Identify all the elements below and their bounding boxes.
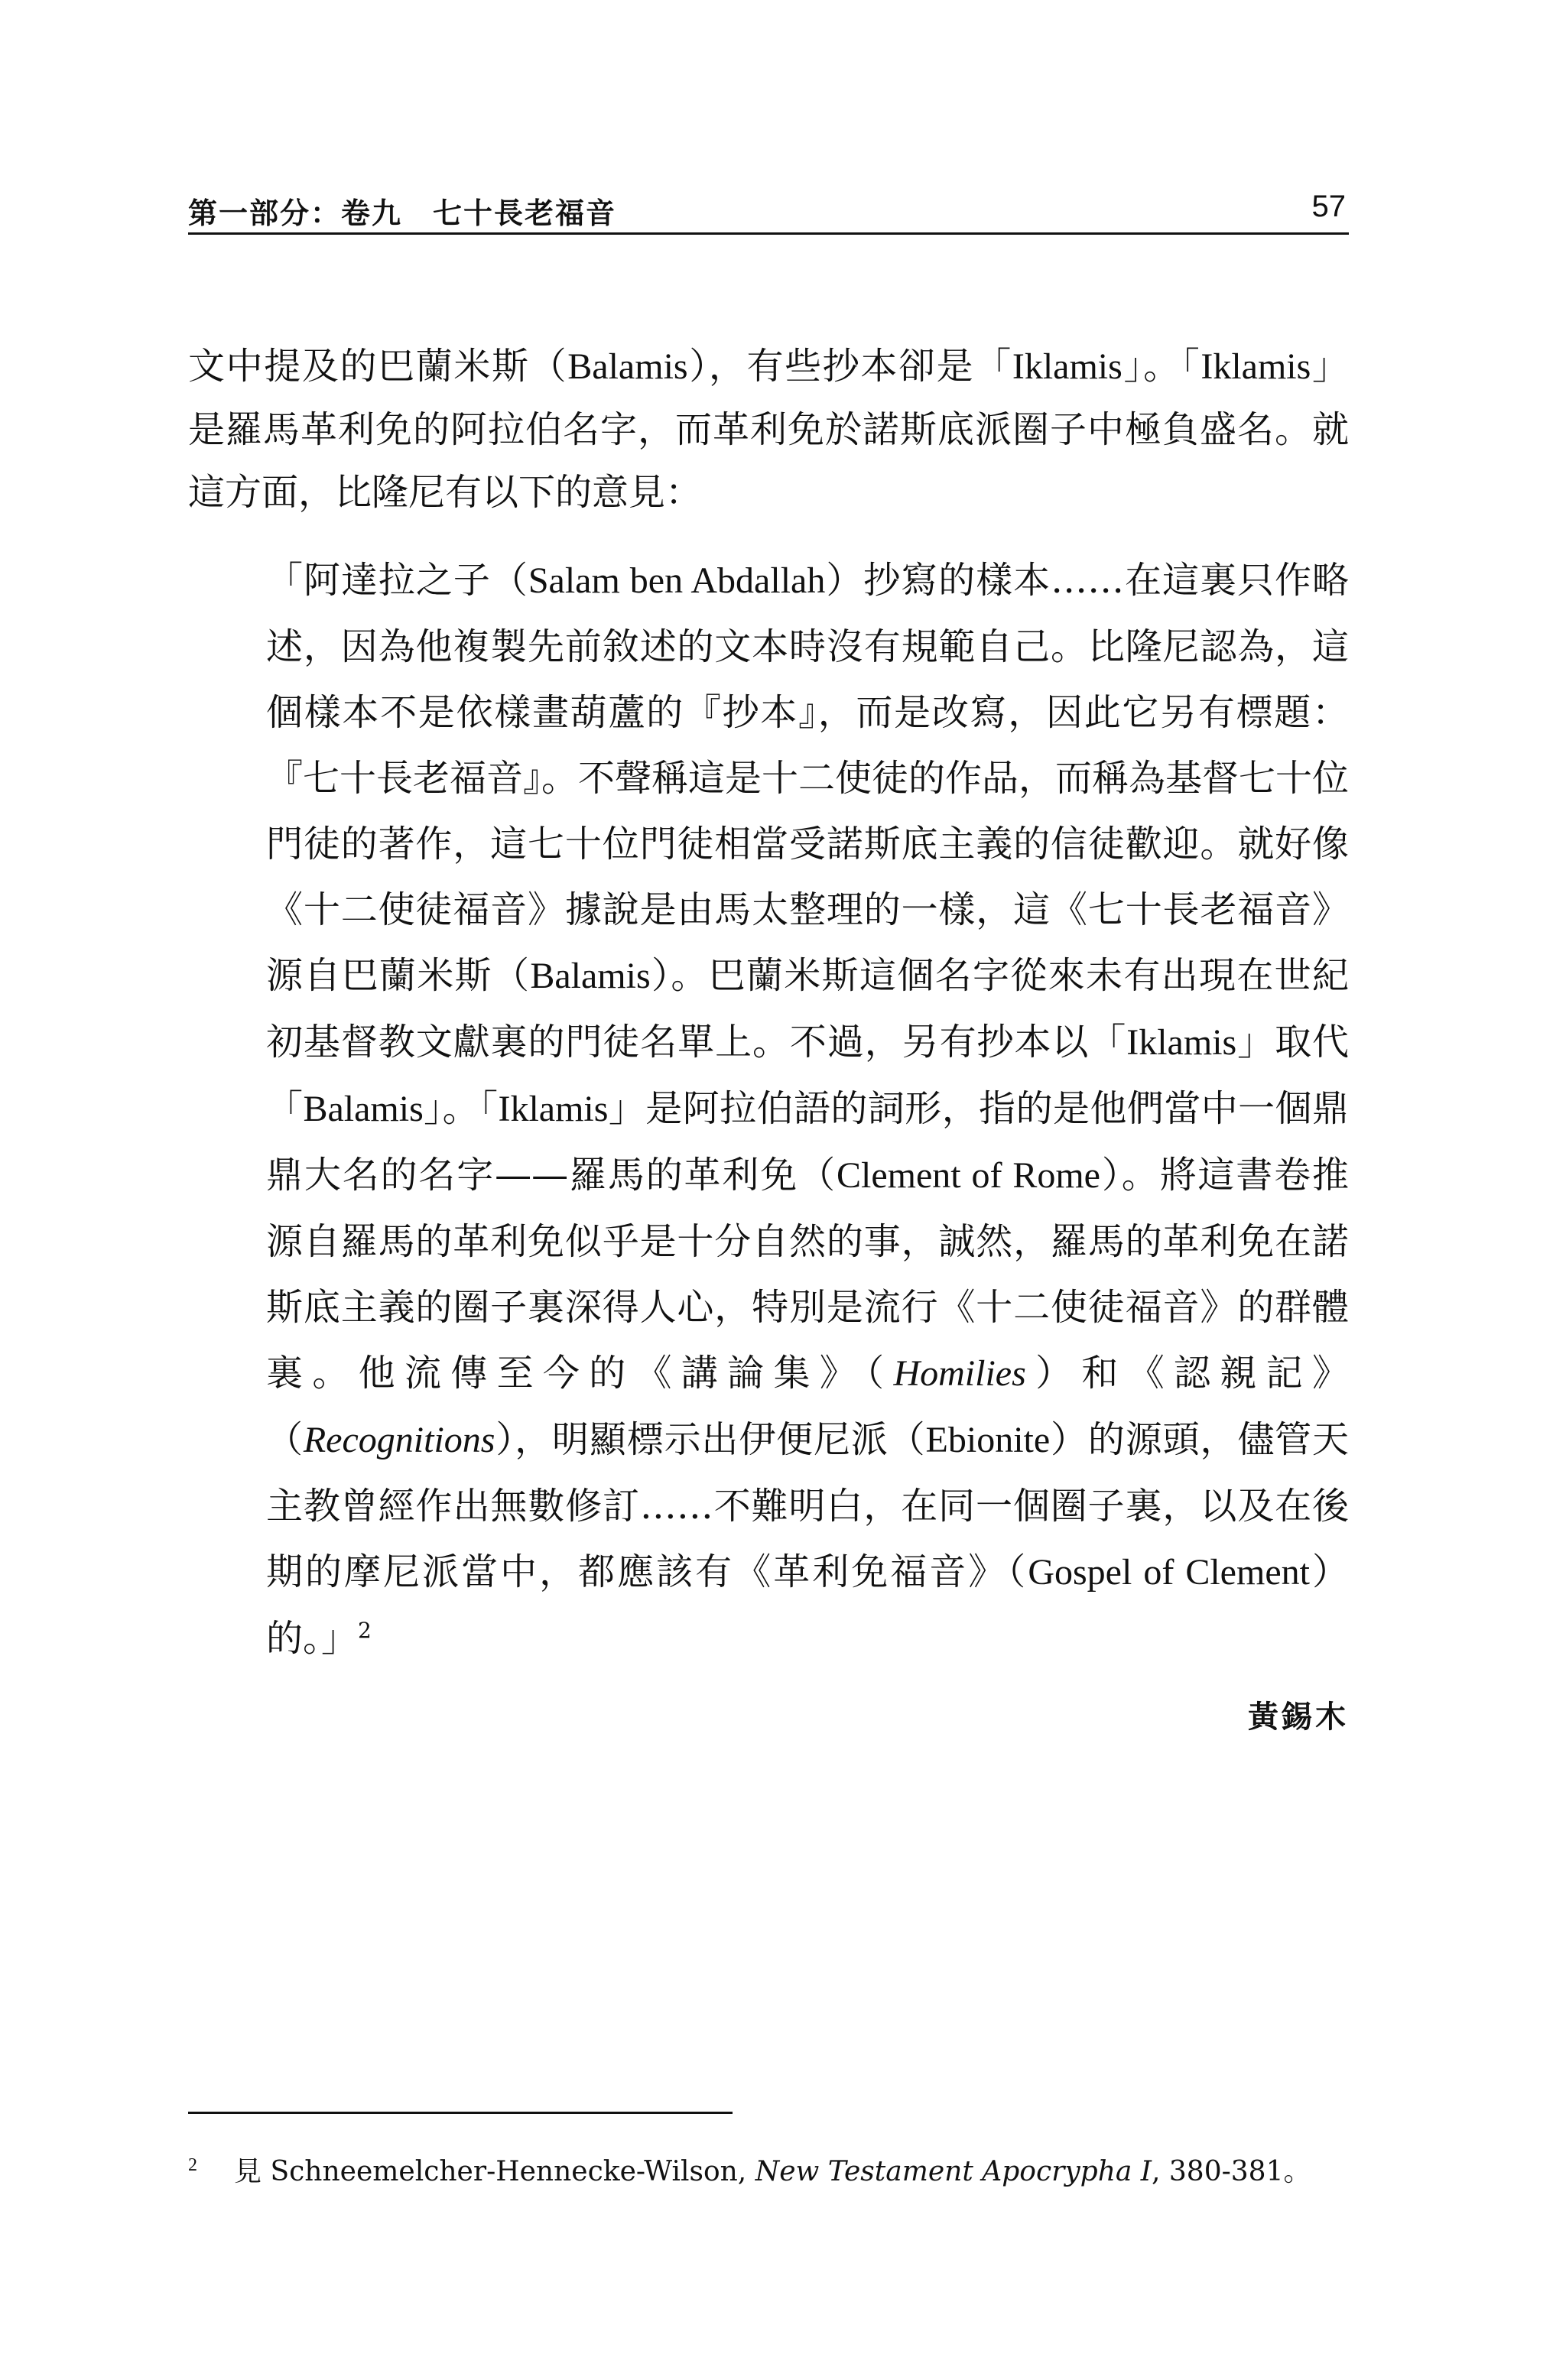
running-header	[188, 177, 1349, 235]
footnote-book-title: New Testament Apocrypha I	[755, 2156, 1152, 2187]
quote-text: 」。「	[423, 1087, 499, 1130]
intro-text: 」。「	[1122, 345, 1201, 388]
quote-text: ）。巴蘭米斯這個名字從來未有出現在世紀初基督教文獻裏的門徒名單上。不過，另有抄本以「	[266, 954, 1349, 1063]
quote-latin-term: Iklamis	[1126, 1022, 1237, 1063]
quote-latin-term: Ebionite	[925, 1420, 1051, 1460]
intro-latin-term: Iklamis	[1012, 346, 1123, 387]
block-quote	[266, 547, 1349, 1671]
quote-latin-term: Salam ben Abdallah	[528, 560, 826, 601]
footnote	[188, 2147, 1349, 2190]
footnote-reference[interactable]: 2	[358, 1618, 372, 1643]
quote-text: ）。將這書卷推源自羅馬的革利免似乎是十分自然的事，誠然，羅馬的革利免在諾斯底主義的圈子裏深得人心，特別是流行《十二使徒福音》的群體裏。他流傳至今的《講論集》（	[266, 1154, 1349, 1395]
quote-latin-term: Gospel of Clement	[1028, 1552, 1310, 1593]
quote-latin-term: Balamis	[303, 1089, 424, 1129]
quote-text: ）的。」	[266, 1550, 1349, 1660]
intro-text: ），有些抄本卻是「	[687, 345, 1012, 388]
quote-text: 「阿達拉之子（	[266, 559, 528, 602]
quote-text: ）和《認親記》（	[266, 1352, 1349, 1461]
quote-latin-term: Iklamis	[498, 1089, 609, 1129]
quote-italic-title: Recognitions	[303, 1420, 495, 1460]
intro-latin-term: Balamis	[567, 346, 688, 387]
quote-text: 」是阿拉伯語的詞形，指的是他們當中一個鼎鼎大名的名字——羅馬的革利免（	[266, 1087, 1349, 1196]
quote-latin-term: Balamis	[530, 956, 651, 996]
footnote-text: 見 Schneemelcher-Hennecke-Wilson,	[234, 2156, 755, 2187]
footnote-text: , 380-381。	[1152, 2156, 1311, 2187]
quote-text: ）抄寫的樣本……在這裏只作略述，因為他複製先前敘述的文本時沒有規範自己。比隆尼認為，這個樣本不是依樣畫葫蘆的『抄本』，而是改寫，因此它另有標題：『七十長老福音』。不聲稱這是十二使徒的作品，而稱為基督七十位門徒的著作，這七十位門徒相當受諾斯底主義的信徒歡迎。就好像《十二使徒福音》據說是由馬太整理的一樣，這《七十長老福音》源自巴蘭米斯（	[266, 559, 1350, 997]
intro-paragraph	[188, 335, 1349, 524]
quote-italic-title: Homilies	[893, 1353, 1026, 1394]
author-name: 黃錫木	[1248, 1699, 1349, 1735]
page-number: 57	[1311, 190, 1346, 223]
quote-text: ），明顯標示出伊便尼派（	[495, 1418, 926, 1461]
footnote-divider	[188, 2112, 733, 2114]
intro-text: 文中提及的巴蘭米斯（	[188, 345, 568, 388]
intro-latin-term: Iklamis	[1200, 346, 1311, 387]
quote-text: 」取代「	[266, 1021, 1349, 1130]
quote-text: ）的源頭，儘管天主教曾經作出無數修訂……不難明白，在同一個圈子裏，以及在後期的摩尼派當中，都應該有《革利免福音》（	[266, 1418, 1349, 1593]
footnote-mark: 2	[188, 2155, 197, 2175]
running-title: 第一部分：卷九 七十長老福音	[188, 196, 617, 230]
quote-latin-term: Clement of Rome	[837, 1155, 1100, 1196]
intro-text: 」是羅馬革利免的阿拉伯名字，而革利免於諾斯底派圈子中極負盛名。就這方面，比隆尼有以下的意見：	[188, 345, 1349, 514]
